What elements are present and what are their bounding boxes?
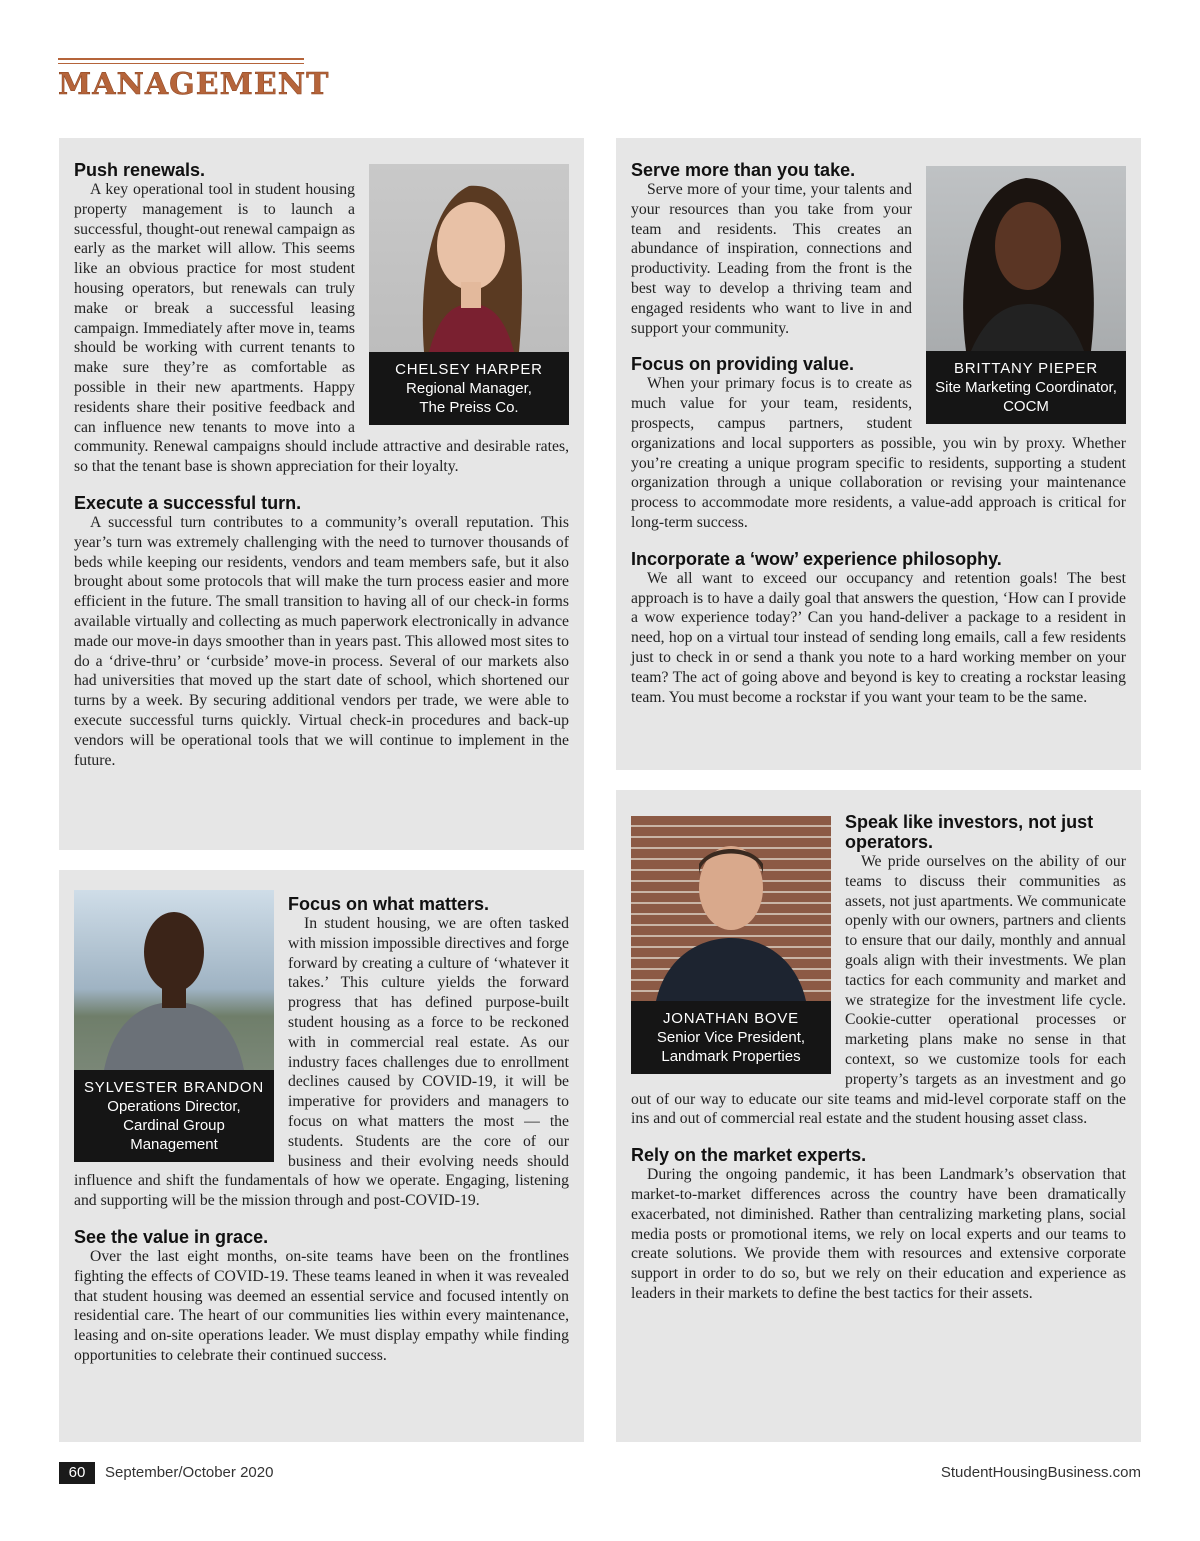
article-panel-top-left <box>59 138 584 850</box>
paragraph: When your primary focus is to create as much value for your team, residents, prospects, campus partners, student organizations and local supporters as possible, you win by proxy. Whether you’re creating a unique program specific to residents, supporting a student organization through a unique collaboration or revising your maintenance process to accommodate more residents, a value-add approach is critical for long-term success. <box>631 375 1126 531</box>
paragraph: Over the last eight months, on-site teams have been on the frontlines fighting the effects of COVID-19. These teams leaned in when it was revealed that student housing was deemed an essential service and focused intently on residential care. The heart of our communities lies within every maintenance, leasing and on-site operations leader. We must display empathy while finding opportunities to celebrate their continued success. <box>74 1247 569 1364</box>
column-top-right <box>631 160 1126 707</box>
person-company-cont: Management <box>130 1136 218 1153</box>
person-company: COCM <box>1003 398 1049 415</box>
section-title: MANAGEMENT <box>58 67 330 102</box>
profile-sylvester-brandon <box>74 890 274 1162</box>
person-role: Regional Manager, <box>406 380 532 397</box>
person-role: Site Marketing Coordinator, <box>935 379 1117 396</box>
portrait-photo <box>74 890 274 1070</box>
paragraph: A key operational tool in student housing property management is to launch a successful, thought-out renewal campaign as early as the market will allow. This seems like an obvious practice for most student housing operators, but renewals can truly make or break a successful leasing campaign. Immediately after move in, teams should be working with current tenants to make sure they’re as comfortable as possible in their new apartments. Happy residents share their positive feedback and can influence new tenants to move into a community. Renewal campaigns should include attractive and desirable rates, so that the tenant base is shown appreciation for their loyalty. <box>74 181 569 476</box>
profile-chelsey-harper <box>369 164 569 425</box>
heading-market-experts: Rely on the market experts. <box>631 1145 867 1166</box>
page-footer <box>59 1462 1141 1486</box>
paragraph: We pride ourselves on the ability of our teams to discuss their communities as assets, not just apartments. We communicate openly with our owners, partners and clients to ensure that our daily, monthly and annual goals align with their investments. We plan tactics for each community and market and we strategize for the investment life cycle. Cookie-cutter operational processes or marketing plans make no sense in that context, so we customize tools for each property’s targets as an investment and go out of our way to educate our site teams and mid-level corporate staff on the ins and out of commercial real estate and the student housing asset class. <box>631 853 1126 1128</box>
person-name: CHELSEY HARPER <box>395 361 543 378</box>
person-name: BRITTANY PIEPER <box>954 360 1098 377</box>
page-number: 60 <box>59 1462 95 1484</box>
section-header <box>58 58 330 102</box>
person-name: SYLVESTER BRANDON <box>83 1079 265 1096</box>
publication-site: StudentHousingBusiness.com <box>940 1464 1141 1481</box>
person-role: Operations Director, <box>107 1098 241 1115</box>
person-company: The Preiss Co. <box>419 399 519 416</box>
profile-caption <box>631 1001 831 1074</box>
paragraph: During the ongoing pandemic, it has been Landmark’s observation that market-to-market differences across the country have been dramatically exacerbated, not diminished. Rather than centralizing marketing plans, social media posts or promotional items, we rely on local experts and our teams to create solutions. We provide them with resources and extensive corporate support in order to do so, but we rely on their education and experience as leaders in their markets to define the best tactics for their assets. <box>631 1166 1126 1302</box>
heading-push-renewals: Push renewals. <box>74 160 206 180</box>
profile-caption <box>74 1070 274 1162</box>
person-role: Senior Vice President, <box>656 1029 806 1046</box>
person-name: JONATHAN BOVE <box>663 1010 799 1027</box>
heading-value-grace: See the value in grace. <box>74 1226 269 1247</box>
portrait-photo <box>926 166 1126 351</box>
column-bottom-right <box>631 812 1126 1304</box>
heading-focus-matters: Focus on what matters. <box>288 894 490 914</box>
column-top-left <box>74 160 569 770</box>
person-company: Landmark Properties <box>661 1048 801 1065</box>
paragraph: Serve more of your time, your talents and your resources than you take from your team and residents. This creates an abundance of inspiration, connections and productivity. Leading from the front is the best way to develop a thriving team and engaged residents who want to live in and support your community. <box>631 181 912 337</box>
column-bottom-left <box>74 890 569 1366</box>
paragraph: A successful turn contributes to a community’s overall reputation. This year’s turn was extremely challenging with the need to turnover thousands of beds while keeping our residents, vendors and team members safe, but it also brought about some protocols that will make the turn process easier and more efficient in the future. The small transition to having all of our check-in forms available virtually and collecting as much paperwork electronically in advance made our move-in days smoother than in years past. This allowed most sites to do a ‘drive-thru’ or ‘curbside’ move-in process. Several of our markets also had universities that moved up the start date of school, which shortened our turns by a week. By securing additional vendors per trade, we were able to execute successful turns quickly. Virtual check-in procedures and back-up vendors will be operational tools that we will continue to implement in the future. <box>74 513 569 769</box>
profile-caption <box>926 351 1126 424</box>
header-rule-thin <box>58 63 304 64</box>
portrait-photo <box>369 164 569 352</box>
heading-execute-turn: Execute a successful turn. <box>74 492 302 513</box>
profile-caption <box>369 352 569 425</box>
profile-jonathan-bove <box>631 816 831 1074</box>
heading-serve-more: Serve more than you take. <box>631 160 856 180</box>
portrait-photo <box>631 816 831 1001</box>
profile-brittany-pieper <box>926 166 1126 424</box>
header-rule <box>58 58 304 60</box>
article-panel-top-right <box>616 138 1141 770</box>
paragraph: We all want to exceed our occupancy and retention goals! The best approach is to have a daily goal that answers the question, ‘How can I provide a wow experience today?’ Can you hand-deliver a package to a resident in need, hop on a virtual tour instead of sending long emails, call a few residents just to check in or send a thank you note to a hard working member on your team? The act of going above and beyond is key to creating a rockstar leasing team. You must become a rockstar if you want your team to be the same. <box>631 569 1126 706</box>
heading-speak-investors: Speak like investors, not just operators. <box>845 812 1094 852</box>
issue-date: September/October 2020 <box>105 1464 274 1481</box>
paragraph: In student housing, we are often tasked with mission impossible directives and forge forward by creating a culture of ‘whatever it takes.’ This culture yields the forward progress that has defined purpose-built student housing as a force to be reckoned with in commercial real estate. As our industry faces challenges due to enrollment declines caused by COVID-19, it will be imperative for providers and managers to focus on what matters the most — the students. Students are the core of our business and their evolving needs should influence and shift the fundamentals of how we operate. Engaging, listening and supporting will be the mission through and post-COVID-19. <box>74 915 569 1210</box>
person-company: Cardinal Group <box>123 1117 225 1134</box>
heading-wow-experience: Incorporate a ‘wow’ experience philosophy. <box>631 548 1002 569</box>
heading-providing-value: Focus on providing value. <box>631 354 855 375</box>
article-panel-bottom-right <box>616 790 1141 1442</box>
article-panel-bottom-left <box>59 870 584 1442</box>
